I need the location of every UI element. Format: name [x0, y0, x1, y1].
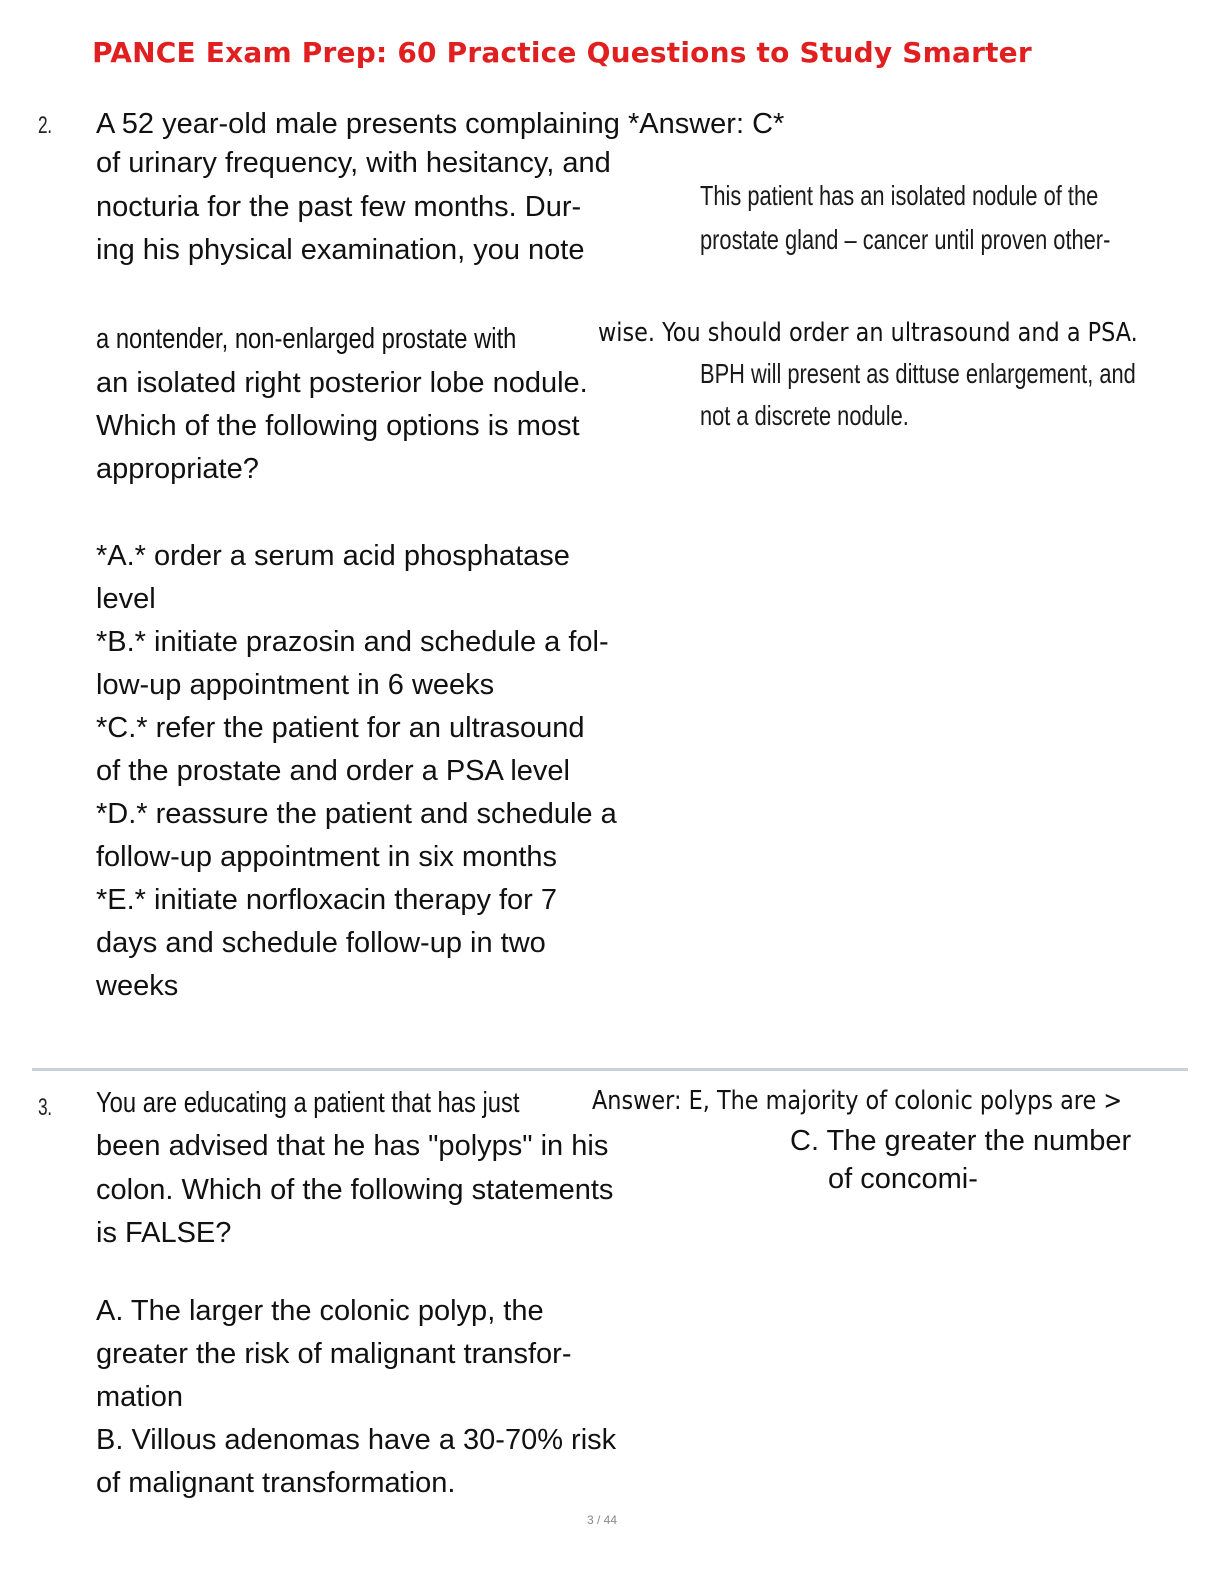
- answer-option: follow-up appointment in six months: [96, 841, 558, 873]
- explanation-line: not a discrete nodule.: [700, 400, 909, 431]
- question-stem-line: You are educating a patient that has just: [96, 1087, 520, 1119]
- question-stem-line: appropriate?: [96, 453, 259, 485]
- explanation-line: prostate gland – cancer until proven other-: [700, 224, 1111, 255]
- explanation-line: C. The greater the number: [790, 1125, 1132, 1157]
- explanation-line: wise. You should order an ultrasound and a PSA.: [598, 318, 1138, 348]
- answer-inline: Answer: E, The majority of colonic polyps are >: [592, 1086, 1123, 1116]
- question-stem-line: A 52 year-old male presents complaining *Answer: C*: [96, 108, 785, 140]
- section-divider: [32, 1068, 1188, 1071]
- explanation-line: This patient has an isolated nodule of the: [700, 180, 1099, 211]
- answer-option: *D.* reassure the patient and schedule a: [96, 798, 617, 830]
- question-stem-line: been advised that he has "polyps" in his: [96, 1130, 609, 1162]
- answer-option: weeks: [96, 970, 179, 1002]
- question-stem-line: colon. Which of the following statements: [96, 1174, 614, 1206]
- answer-option: *C.* refer the patient for an ultrasound: [96, 712, 585, 744]
- question-stem-line: Which of the following options is most: [96, 410, 580, 442]
- answer-option: level: [96, 583, 156, 615]
- question-stem-line: nocturia for the past few months. Dur-: [96, 191, 582, 223]
- question-stem-line: an isolated right posterior lobe nodule.: [96, 367, 588, 399]
- answer-option: A. The larger the colonic polyp, the: [96, 1295, 544, 1327]
- explanation-line: BPH will present as dittuse enlargement, and: [700, 358, 1136, 389]
- answer-inline: *Answer: C*: [627, 108, 785, 140]
- answer-option: mation: [96, 1381, 184, 1413]
- answer-option: of the prostate and order a PSA level: [96, 755, 570, 787]
- answer-option: *B.* initiate prazosin and schedule a fol-: [96, 626, 609, 658]
- page-indicator: 3 / 44: [586, 1513, 618, 1527]
- answer-option: of malignant transformation.: [96, 1467, 456, 1499]
- answer-option: days and schedule follow-up in two: [96, 927, 546, 959]
- answer-option: greater the risk of malignant transfor-: [96, 1338, 572, 1370]
- answer-option: *E.* initiate norfloxacin therapy for 7: [96, 884, 558, 916]
- question-number: 2.: [38, 112, 52, 139]
- question-stem-line: ing his physical examination, you note: [96, 234, 585, 266]
- answer-option: low-up appointment in 6 weeks: [96, 669, 495, 701]
- question-stem-line: of urinary frequency, with hesitancy, and: [96, 147, 611, 179]
- explanation-line: of concomi-: [828, 1163, 978, 1195]
- page-title: PANCE Exam Prep: 60 Practice Questions to Study Smarter: [92, 36, 1032, 69]
- question-stem-line: is FALSE?: [96, 1217, 232, 1249]
- answer-option: *A.* order a serum acid phosphatase: [96, 540, 570, 572]
- answer-option: B. Villous adenomas have a 30-70% risk: [96, 1424, 617, 1456]
- question-number: 3.: [38, 1094, 52, 1121]
- question-stem-line: a nontender, non-enlarged prostate with: [96, 323, 517, 355]
